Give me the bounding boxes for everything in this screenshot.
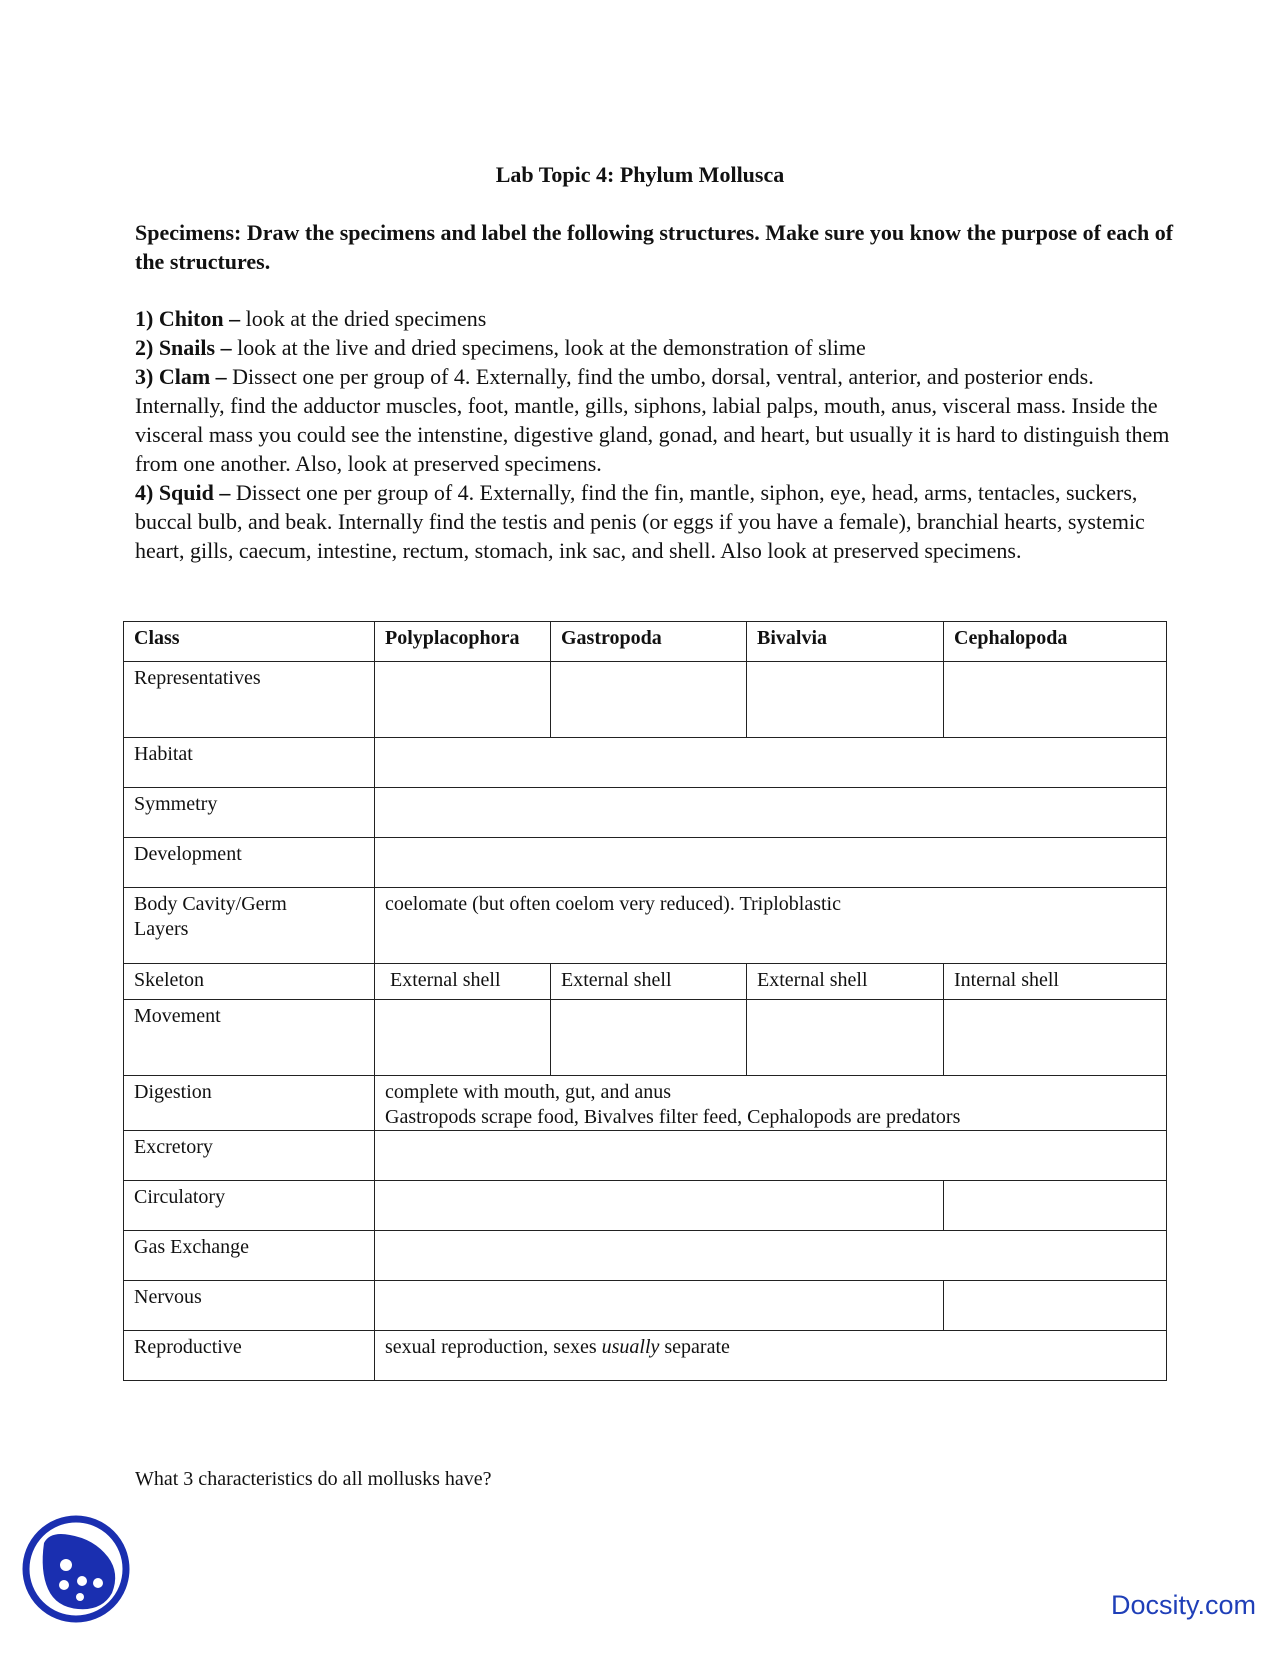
blank-cell	[375, 1231, 1167, 1281]
blank-cell	[375, 1181, 944, 1231]
table-row	[124, 1281, 1167, 1331]
table-row	[124, 964, 1167, 1000]
blank-cell	[747, 1000, 944, 1076]
table-row	[124, 662, 1167, 738]
digestion-value: complete with mouth, gut, and anus Gastropods scrape food, Bivalves filter feed, Cephalopods are predators	[375, 1076, 1167, 1131]
row-label-skeleton: Skeleton	[124, 964, 375, 1000]
docsity-logo-icon	[20, 1513, 132, 1625]
specimens-instructions: Specimens: Draw the specimens and label the following structures. Make sure you know the purpose of each of the structures.	[135, 220, 1174, 274]
specimen-list	[135, 304, 1175, 565]
skeleton-cephalopoda: Internal shell	[944, 964, 1167, 1000]
blank-cell	[551, 1000, 747, 1076]
row-label-representatives: Representatives	[124, 662, 375, 738]
header-cephalopoda: Cephalopoda	[944, 622, 1167, 662]
row-label-reproductive: Reproductive	[124, 1331, 375, 1381]
table-row	[124, 1076, 1167, 1131]
skeleton-polyplacophora: External shell	[375, 964, 551, 1000]
table-row	[124, 838, 1167, 888]
table-row	[124, 738, 1167, 788]
row-label-habitat: Habitat	[124, 738, 375, 788]
blank-cell	[747, 662, 944, 738]
blank-cell	[944, 1281, 1167, 1331]
table-row	[124, 788, 1167, 838]
table-row	[124, 1000, 1167, 1076]
page-title: Lab Topic 4: Phylum Mollusca	[495, 162, 785, 187]
question-text: What 3 characteristics do all mollusks have?	[135, 1468, 492, 1490]
table-header-row	[124, 622, 1167, 662]
blank-cell	[944, 1000, 1167, 1076]
blank-cell	[375, 1281, 944, 1331]
row-label-circulatory: Circulatory	[124, 1181, 375, 1231]
table-row	[124, 888, 1167, 964]
row-label-symmetry: Symmetry	[124, 788, 375, 838]
list-item: 2) Snails – look at the live and dried specimens, look at the demonstration of slime	[135, 335, 866, 360]
table-row	[124, 1131, 1167, 1181]
blank-cell	[375, 662, 551, 738]
blank-cell	[375, 738, 1167, 788]
list-item: 4) Squid – Dissect one per group of 4. Externally, find the fin, mantle, siphon, eye, head, arms, tentacles, suckers, buccal bulb, and beak. Internally find the testis and penis (or eggs if you have a female), branchial hearts, systemic heart, gills, caecum, intestine, rectum, stomach, ink sac, and shell. Also look at preserved specimens.	[135, 480, 1145, 563]
table-row	[124, 1331, 1167, 1381]
list-item: 3) Clam – Dissect one per group of 4. Externally, find the umbo, dorsal, ventral, anterior, and posterior ends. Internally, find the adductor muscles, foot, mantle, gills, siphons, labial palps, mouth, anus, visceral mass. Inside the visceral mass you could see the intenstine, digestive gland, gonad, and heart, but usually it is hard to distinguish them from one another. Also, look at preserved specimens.	[135, 364, 1170, 476]
blank-cell	[375, 1000, 551, 1076]
blank-cell	[375, 1131, 1167, 1181]
row-label-gas-exchange: Gas Exchange	[124, 1231, 375, 1281]
blank-cell	[375, 838, 1167, 888]
blank-cell	[944, 1181, 1167, 1231]
blank-cell	[375, 788, 1167, 838]
table-row	[124, 1181, 1167, 1231]
reproductive-value: sexual reproduction, sexes usually separate	[375, 1331, 1167, 1381]
mollusca-comparison-table	[123, 621, 1167, 1381]
row-label-development: Development	[124, 838, 375, 888]
row-label-excretory: Excretory	[124, 1131, 375, 1181]
header-bivalvia: Bivalvia	[747, 622, 944, 662]
list-item: 1) Chiton – look at the dried specimens	[135, 306, 487, 331]
blank-cell	[551, 662, 747, 738]
row-label-movement: Movement	[124, 1000, 375, 1076]
table-row	[124, 1231, 1167, 1281]
header-class: Class	[124, 622, 375, 662]
header-gastropoda: Gastropoda	[551, 622, 747, 662]
blank-cell	[944, 662, 1167, 738]
row-label-nervous: Nervous	[124, 1281, 375, 1331]
row-label-digestion: Digestion	[124, 1076, 375, 1131]
body-cavity-value: coelomate (but often coelom very reduced). Triploblastic	[375, 888, 1167, 964]
row-label-body-cavity: Body Cavity/Germ Layers	[124, 888, 375, 964]
skeleton-bivalvia: External shell	[747, 964, 944, 1000]
skeleton-gastropoda: External shell	[551, 964, 747, 1000]
header-polyplacophora: Polyplacophora	[375, 622, 551, 662]
docsity-watermark[interactable]: Docsity.com	[1110, 1590, 1256, 1620]
